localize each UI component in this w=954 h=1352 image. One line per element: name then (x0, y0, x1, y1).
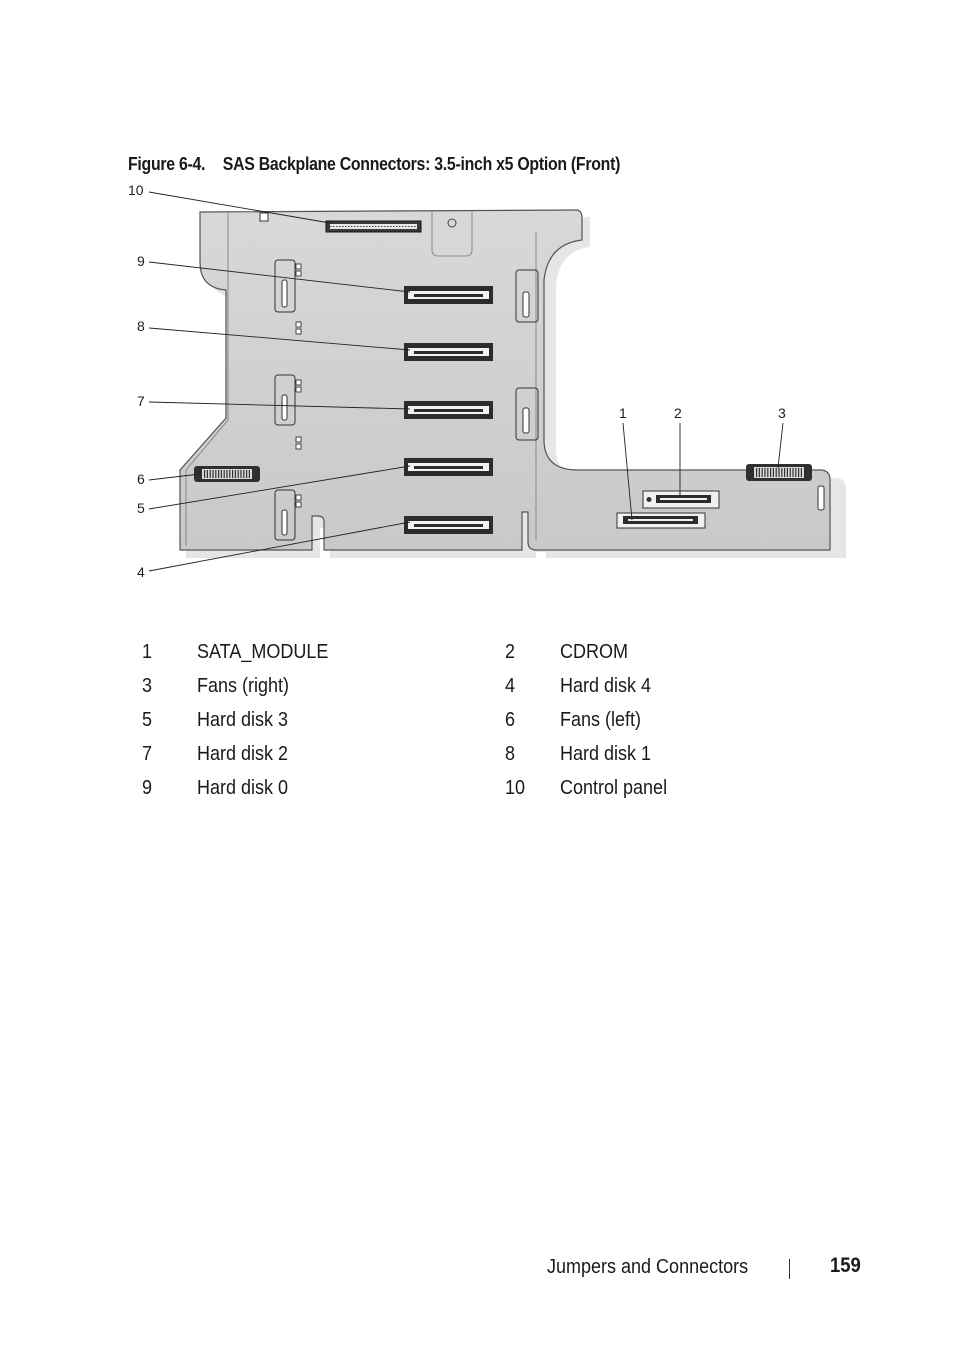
callout-4: 4 (137, 564, 145, 580)
footer-section: Jumpers and Connectors (547, 1256, 749, 1278)
legend-text: Hard disk 0 (197, 777, 289, 799)
legend-text: SATA_MODULE (197, 641, 329, 663)
fans-right-connector (746, 464, 812, 481)
legend-text: CDROM (560, 641, 628, 663)
hard-disk-0-connector (404, 286, 493, 304)
legend-num: 2 (505, 641, 516, 663)
fans-left-connector (194, 466, 260, 482)
callout-10: 10 (128, 182, 144, 198)
backplane-diagram (0, 0, 954, 620)
slot-far-right (818, 486, 824, 510)
callout-8: 8 (137, 318, 145, 334)
callout-5: 5 (137, 500, 145, 516)
hard-disk-3-connector (404, 458, 493, 476)
legend-text: Hard disk 2 (197, 743, 289, 765)
callout-2: 2 (674, 405, 682, 421)
callout-3: 3 (778, 405, 786, 421)
figure-label: Figure 6-4. (128, 154, 206, 174)
legend-num: 10 (505, 777, 526, 799)
legend-num: 6 (505, 709, 516, 731)
figure-title: SAS Backplane Connectors: 3.5-inch x5 Option (Front) (222, 154, 621, 174)
callout-9: 9 (137, 253, 145, 269)
cdrom-connector (643, 491, 719, 508)
control-panel-connector (326, 221, 421, 232)
legend-text: Hard disk 3 (197, 709, 289, 731)
footer-divider (789, 1259, 790, 1279)
sata-module-connector (617, 513, 705, 528)
legend-num: 7 (142, 743, 153, 765)
callout-6: 6 (137, 471, 145, 487)
legend-num: 3 (142, 675, 153, 697)
hard-disk-2-connector (404, 401, 493, 419)
legend-num: 8 (505, 743, 516, 765)
legend-num: 4 (505, 675, 516, 697)
legend-text: Fans (right) (197, 675, 290, 697)
legend-num: 9 (142, 777, 153, 799)
hard-disk-4-connector (404, 516, 493, 534)
legend-num: 1 (142, 641, 153, 663)
legend-text: Fans (left) (560, 709, 642, 731)
callout-1: 1 (619, 405, 627, 421)
legend-text: Hard disk 4 (560, 675, 652, 697)
backplane-board (180, 210, 830, 550)
legend-num: 5 (142, 709, 153, 731)
small-component (260, 213, 268, 221)
legend-text: Control panel (560, 777, 668, 799)
legend-text: Hard disk 1 (560, 743, 652, 765)
page-number: 159 (830, 1254, 861, 1277)
hard-disk-1-connector (404, 343, 493, 361)
callout-7: 7 (137, 393, 145, 409)
